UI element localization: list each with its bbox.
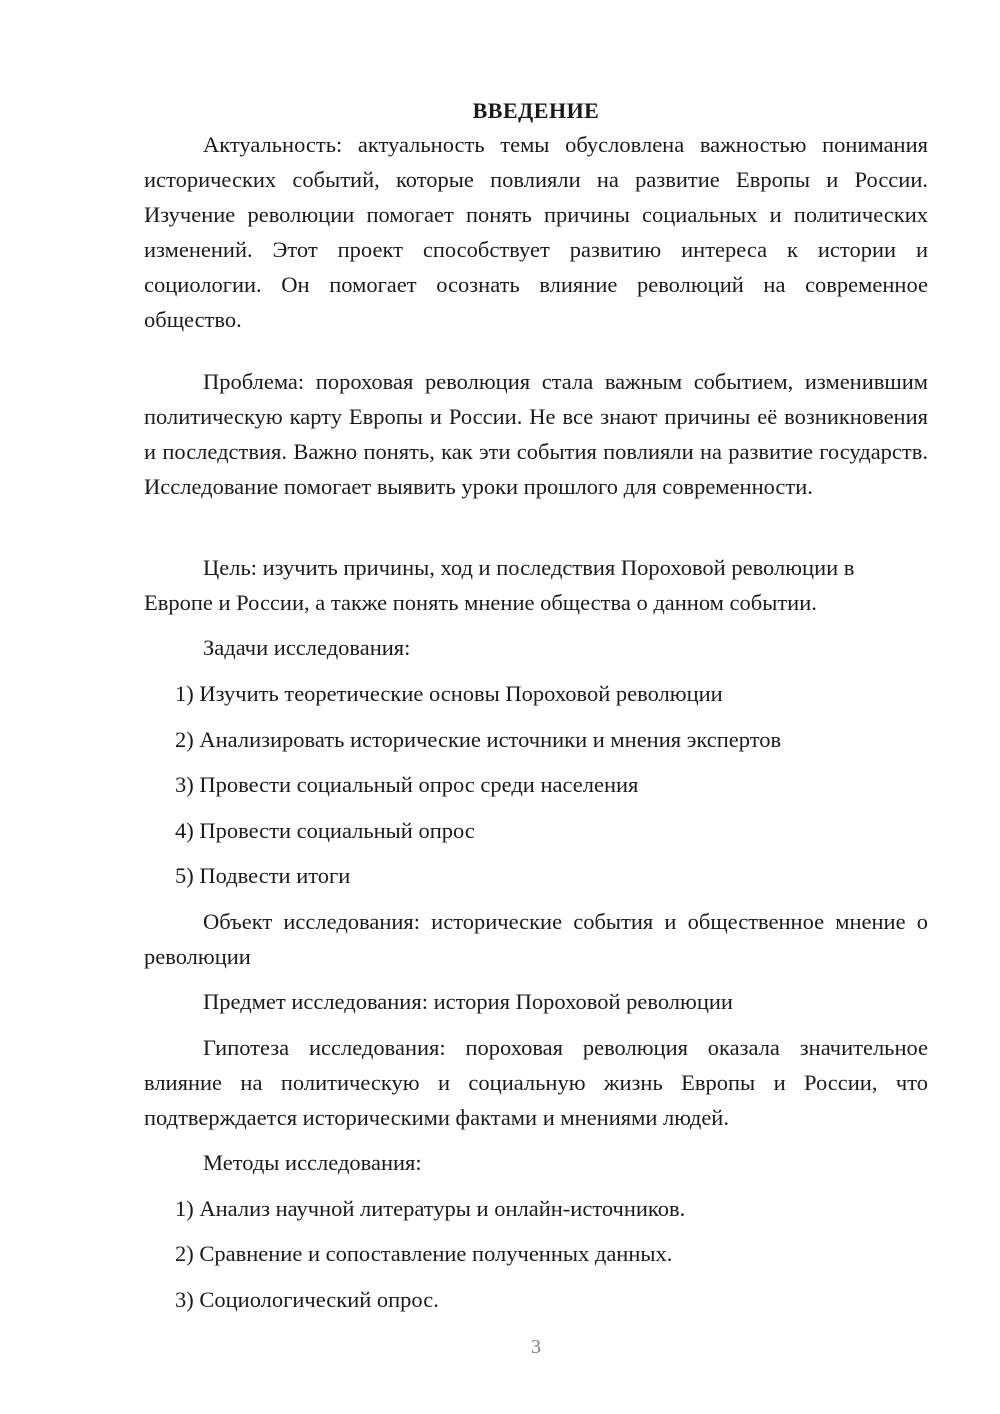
method-item: 3) Социологический опрос. [175,1287,439,1312]
problem-paragraph: Проблема: пороховая революция стала важным событием, изменившим политическую карту Европы и России. Не все знают причины её возникновения и последствия. Важно понять, как эти события повлияли на развитие государств. Исследование помогает выявить уроки прошлого для современности. [144,369,928,499]
object-paragraph: Объект исследования: исторические события и общественное мнение о революции [144,909,928,969]
goal-paragraph: Цель: изучить причины, ход и последствия Пороховой революции в Европе и России, а также понять мнение общества о данном событии. [144,555,855,615]
method-item: 2) Сравнение и сопоставление полученных данных. [175,1241,673,1266]
page-title: ВВЕДЕНИЕ [472,98,600,123]
task-item: 3) Провести социальный опрос среди населения [175,772,639,797]
hypothesis-paragraph: Гипотеза исследования: пороховая революция оказала значительное влияние на политическую и социальную жизнь Европы и России, что подтверждается историческими фактами и мнениями людей. [144,1035,928,1130]
subject-paragraph: Предмет исследования: история Пороховой революции [203,989,733,1014]
methods-title: Методы исследования: [203,1150,422,1175]
tasks-title: Задачи исследования: [203,635,411,660]
task-item: 5) Подвести итоги [175,863,351,888]
method-item: 1) Анализ научной литературы и онлайн-источников. [175,1196,686,1221]
task-item: 2) Анализировать исторические источники и мнения экспертов [175,727,782,752]
page-number: 3 [531,1336,541,1358]
task-item: 1) Изучить теоретические основы Пороховой революции [175,681,723,706]
relevance-paragraph: Актуальность: актуальность темы обусловлена важностью понимания исторических событий, которые повлияли на развитие Европы и России. Изучение революции помогает понять причины социальных и политических изменений. Этот проект способствует развитию интереса к истории и социологии. Он помогает осознать влияние революций на современное общество. [144,132,928,332]
task-item: 4) Провести социальный опрос [175,818,475,843]
